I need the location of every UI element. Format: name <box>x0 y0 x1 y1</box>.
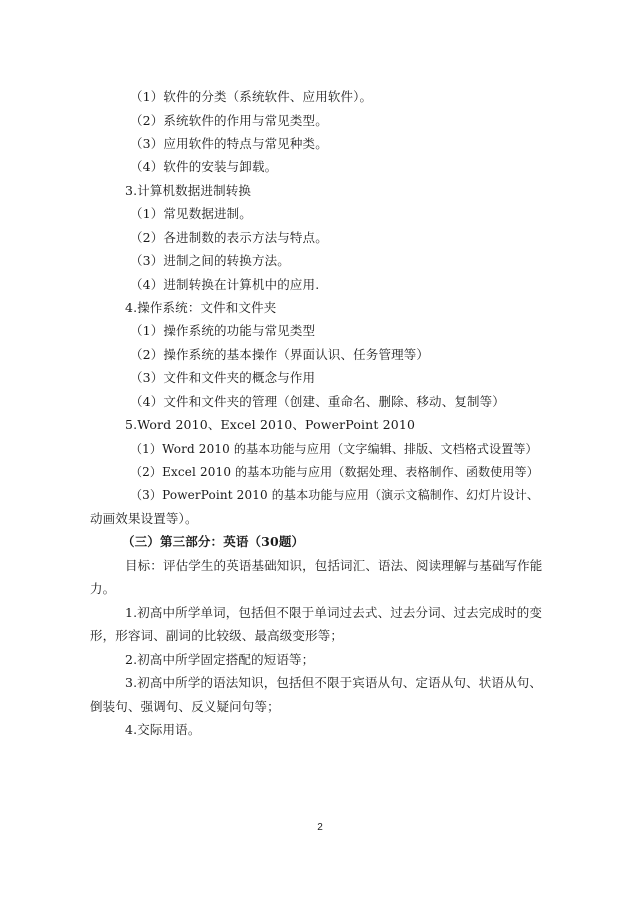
text-line: （2）系统软件的作用与常见类型。 <box>130 113 328 128</box>
text-line: （3）PowerPoint 2010 的基本功能与应用（演示文稿制作、幻灯片设计、 <box>130 488 540 502</box>
text-line: （2）各进制数的表示方法与特点。 <box>130 230 328 245</box>
text-line: （1）操作系统的功能与常见类型 <box>130 323 316 338</box>
text-line: 倒装句、强调句、反义疑问句等； <box>90 699 280 714</box>
text-line: （3）进制之间的转换方法。 <box>130 253 290 268</box>
text-line: （4）软件的安装与卸载。 <box>130 159 278 174</box>
text-line: 3.初高中所学的语法知识，包括但不限于宾语从句、定语从句、状语从句、 <box>125 675 543 690</box>
part-heading: （三）第三部分：英语（30题） <box>122 534 305 549</box>
text-line: 目标：评估学生的英语基础知识，包括词汇、语法、阅读理解与基础写作能 <box>125 558 543 573</box>
text-line: 形，形容词、副词的比较级、最高级变形等； <box>90 628 344 643</box>
section-heading: 3.计算机数据进制转换 <box>125 183 252 198</box>
text-line: （1）软件的分类（系统软件、应用软件）。 <box>130 89 373 104</box>
text-line: （1）常见数据进制。 <box>130 206 252 221</box>
text-line: 4.交际用语。 <box>125 722 201 737</box>
text-line: （1）Word 2010 的基本功能与应用（文字编辑、排版、文档格式设置等） <box>130 442 538 456</box>
text-line: （4）进制转换在计算机中的应用. <box>130 277 320 292</box>
section-heading: 5.Word 2010、Excel 2010、PowerPoint 2010 <box>125 417 416 432</box>
text-line: （2）操作系统的基本操作（界面认识、任务管理等） <box>130 347 430 362</box>
text-line: （4）文件和文件夹的管理（创建、重命名、删除、移动、复制等） <box>130 394 505 409</box>
text-line: 力。 <box>90 581 116 596</box>
section-heading: 4.操作系统：文件和文件夹 <box>125 300 277 315</box>
text-line: （3）应用软件的特点与常见种类。 <box>130 136 328 151</box>
page-number: 2 <box>317 822 323 833</box>
text-line: （3）文件和文件夹的概念与作用 <box>130 370 316 385</box>
text-line: 2.初高中所学固定搭配的短语等； <box>125 652 315 667</box>
text-line: （2）Excel 2010 的基本功能与应用（数据处理、表格制作、函数使用等） <box>130 465 539 479</box>
text-line: 1.初高中所学单词，包括但不限于单词过去式、过去分词、过去完成时的变 <box>125 605 543 620</box>
text-line: 动画效果设置等）。 <box>90 511 198 526</box>
